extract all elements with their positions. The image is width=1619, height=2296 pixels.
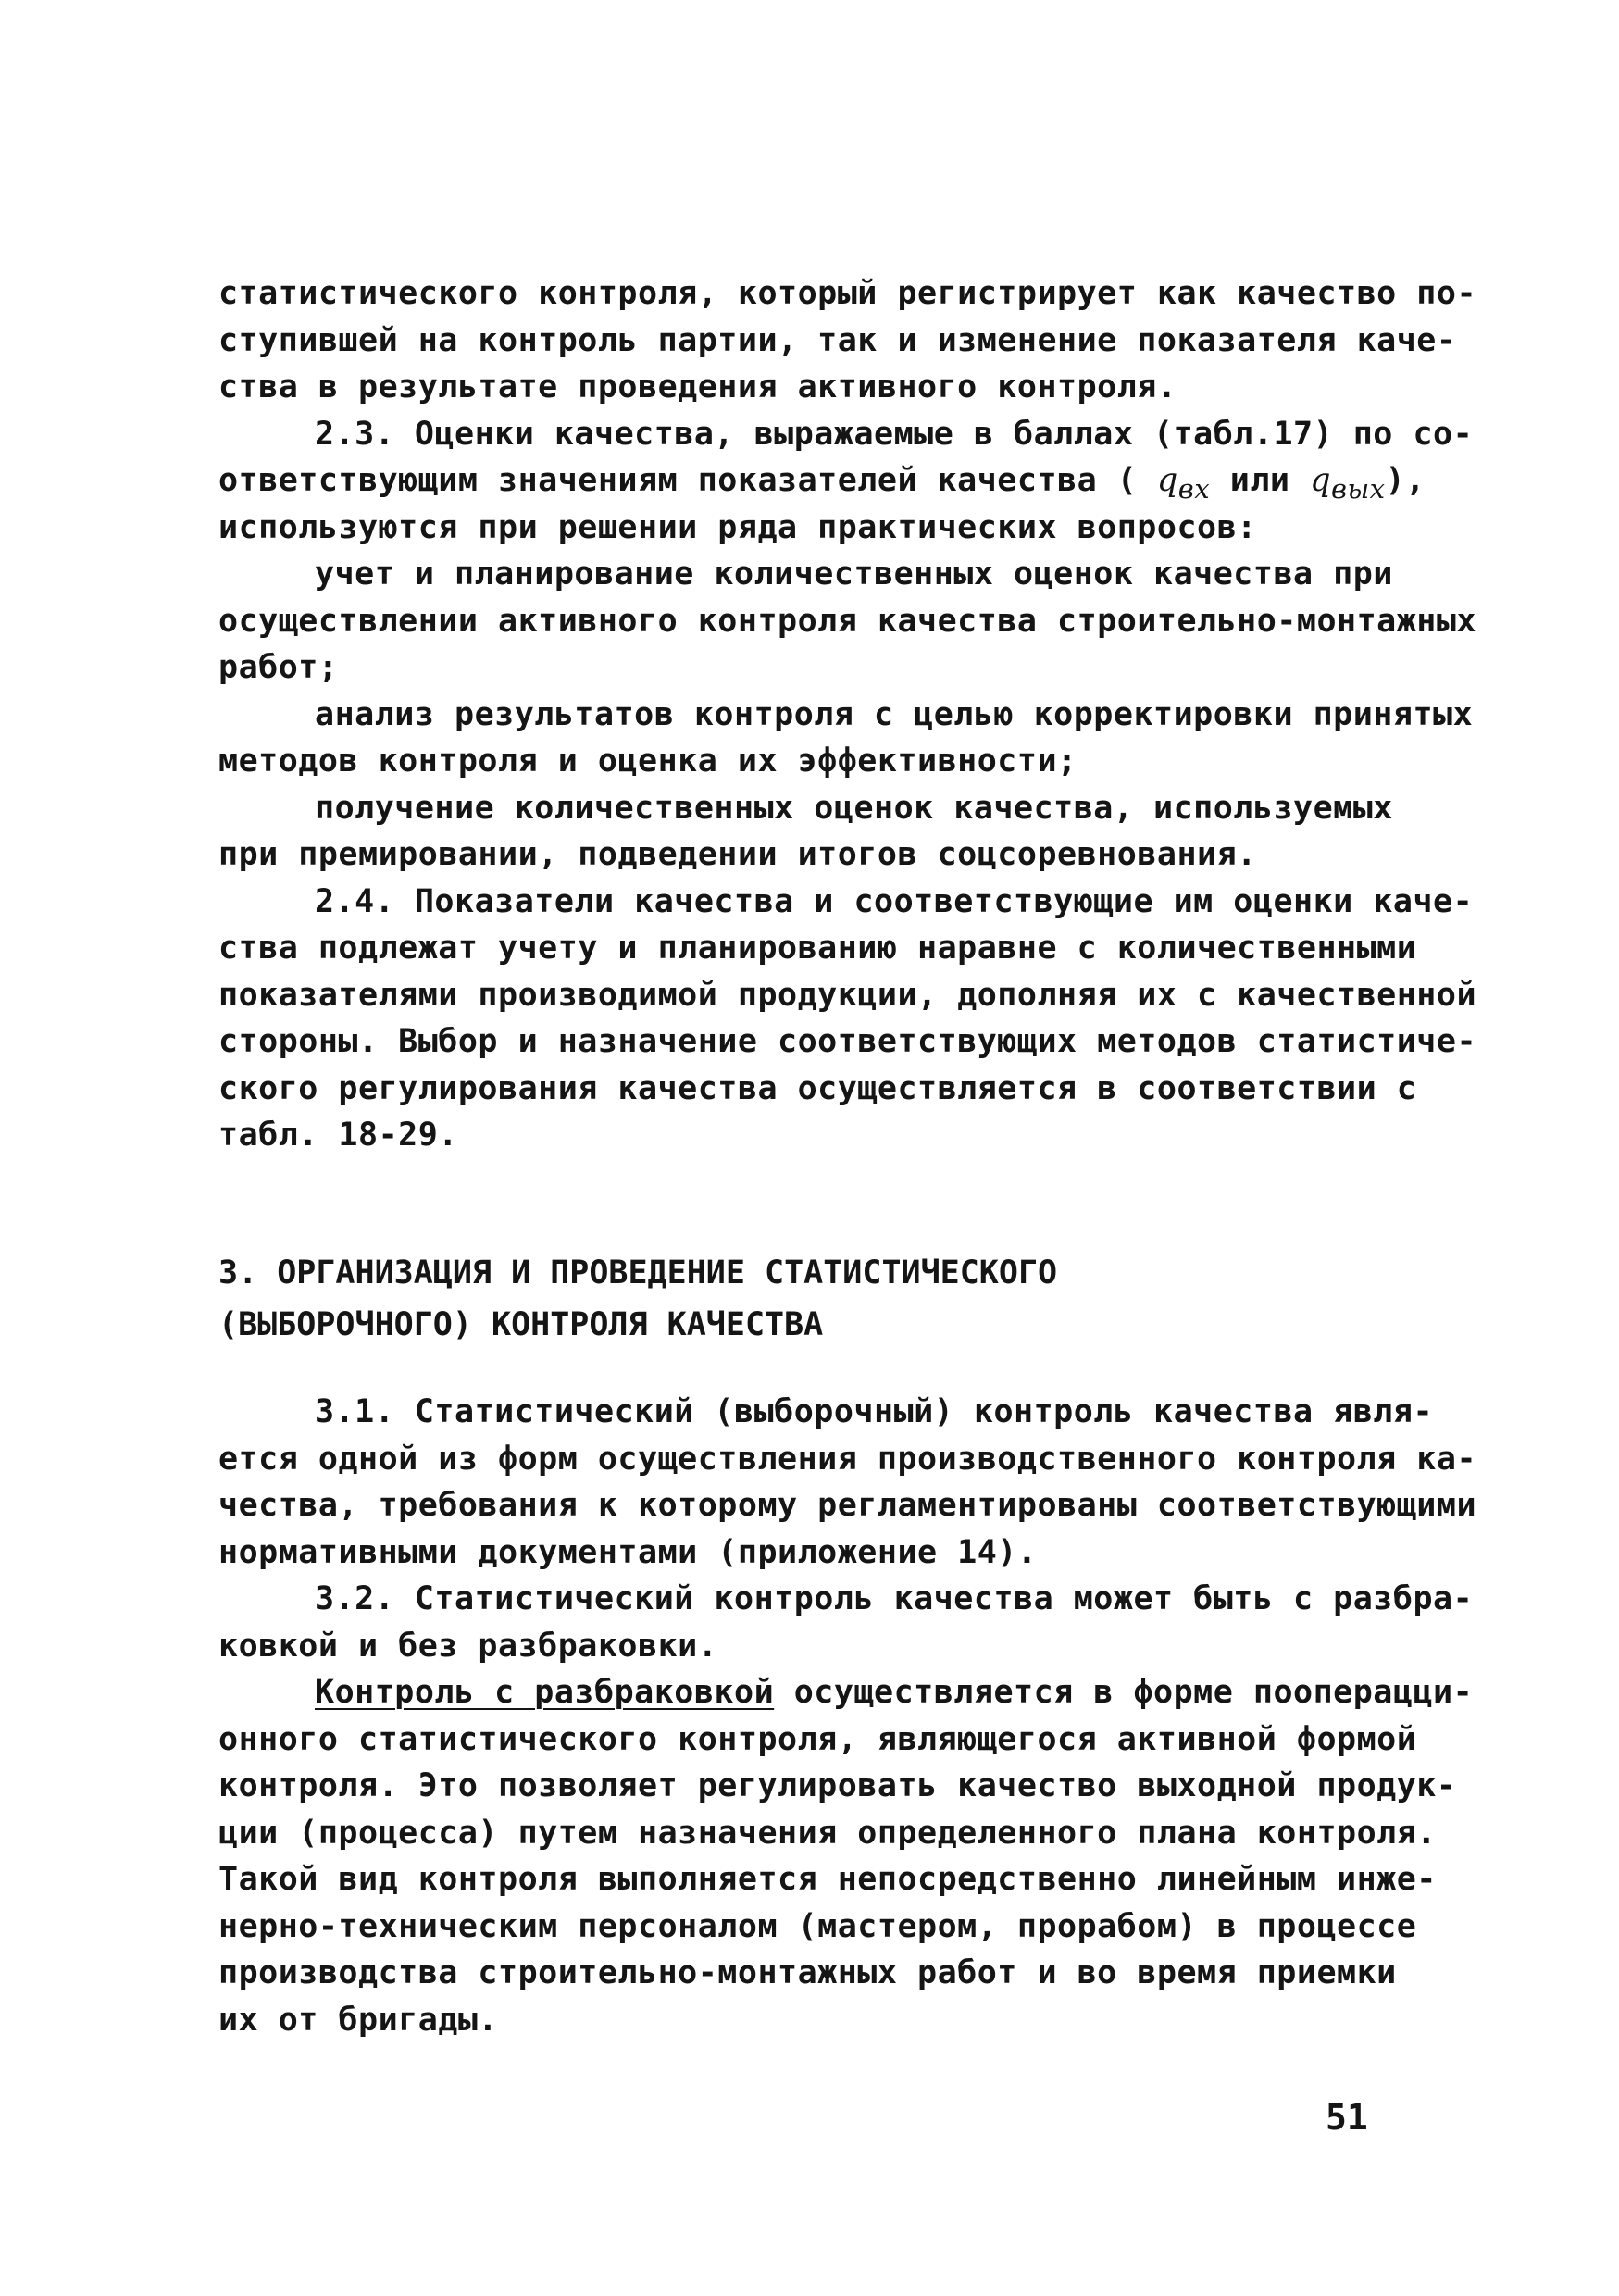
text-line: статистического контроля, который регистрирует как качество по-: [218, 275, 1477, 312]
text-line: нерно-техническим персоналом (мастером, прорабом) в процессе: [218, 1907, 1417, 1945]
text-line: ства подлежат учету и планированию наравне с количественными: [218, 930, 1417, 967]
text-line: 2.4. Показатели качества и соответствующие им оценки каче-: [315, 882, 1474, 920]
text-line: стороны. Выбор и назначение соответствующих методов статистиче-: [218, 1023, 1477, 1060]
text-line: ковкой и без разбраковки.: [218, 1627, 718, 1665]
or-word: или: [1210, 462, 1311, 499]
formula-lead: ответствующим значениям показателей качества (: [218, 462, 1157, 499]
text-line: работ;: [218, 649, 339, 686]
text-line: анализ результатов контроля с целью корректировки принятых: [315, 695, 1474, 733]
text-line: онного статистического контроля, являющегося активной формой: [218, 1720, 1417, 1758]
text-line: показателями производимой продукции, дополняя их с качественной: [218, 976, 1477, 1014]
text-line: 2.3. Оценки качества, выражаемые в баллах (табл.17) по со-: [315, 415, 1474, 453]
body-text-section-3: [218, 1389, 1477, 2043]
text-line-underlined-term: Контроль с разбраковкой осуществляется в форме пооперацци-: [315, 1674, 1474, 1711]
text-line: Такой вид контроля выполняется непосредственно линейным инже-: [218, 1861, 1437, 1898]
text-line: ступившей на контроль партии, так и изменение показателя каче-: [218, 321, 1457, 359]
text-line: ства в результате проведения активного контроля.: [218, 368, 1177, 406]
text-line: учет и планирование количественных оценок качества при: [315, 555, 1393, 593]
heading-line-2: (ВЫБОРОЧНОГО) КОНТРОЛЯ КАЧЕСТВА: [218, 1306, 824, 1343]
text-line: методов контроля и оценка их эффективности;: [218, 742, 1077, 780]
text-line: осуществлении активного контроля качества строительно-монтажных: [218, 602, 1477, 640]
section-heading: [218, 1247, 1422, 1351]
text-line: ции (процесса) путем назначения определенного плана контроля.: [218, 1814, 1437, 1852]
body-text-section-2: [218, 270, 1477, 1159]
q-input-symbol: $q_{вх}$: [1156, 462, 1211, 505]
text-line: контроля. Это позволяет регулировать качество выходной продук-: [218, 1767, 1457, 1804]
text-line-formula: [218, 457, 1426, 505]
heading-line-1: 3. ОРГАНИЗАЦИЯ И ПРОВЕДЕНИЕ СТАТИСТИЧЕСКОГО: [218, 1254, 1058, 1292]
text-line: производства строительно-монтажных работ и во время приемки: [218, 1954, 1397, 1991]
text-line: 3.2. Статистический контроль качества может быть с разбра-: [315, 1580, 1474, 1617]
text-line: их от бригады.: [218, 2001, 499, 2039]
text-line: ется одной из форм осуществления производственного контроля ка-: [218, 1440, 1477, 1478]
text-line: используются при решении ряда практических вопросов:: [218, 508, 1257, 546]
text-line: получение количественных оценок качества, используемых: [315, 789, 1393, 827]
q-output-symbol: $q_{вых}$: [1310, 462, 1386, 505]
underlined-term: Контроль с разбраковкой: [315, 1674, 775, 1711]
page-number: 51: [1326, 2097, 1368, 2138]
text-line: чества, требования к которому регламентированы соответствующими: [218, 1487, 1477, 1524]
text-line: ского регулирования качества осуществляется в соответствии с: [218, 1069, 1417, 1107]
text-line: 3.1. Статистический (выборочный) контроль качества явля-: [315, 1393, 1434, 1430]
formula-tail: ),: [1385, 462, 1426, 499]
text-line: табл. 18-29.: [218, 1117, 458, 1154]
text-line: при премировании, подведении итогов соцсоревнования.: [218, 836, 1257, 873]
text-line: нормативными документами (приложение 14).: [218, 1533, 1038, 1571]
